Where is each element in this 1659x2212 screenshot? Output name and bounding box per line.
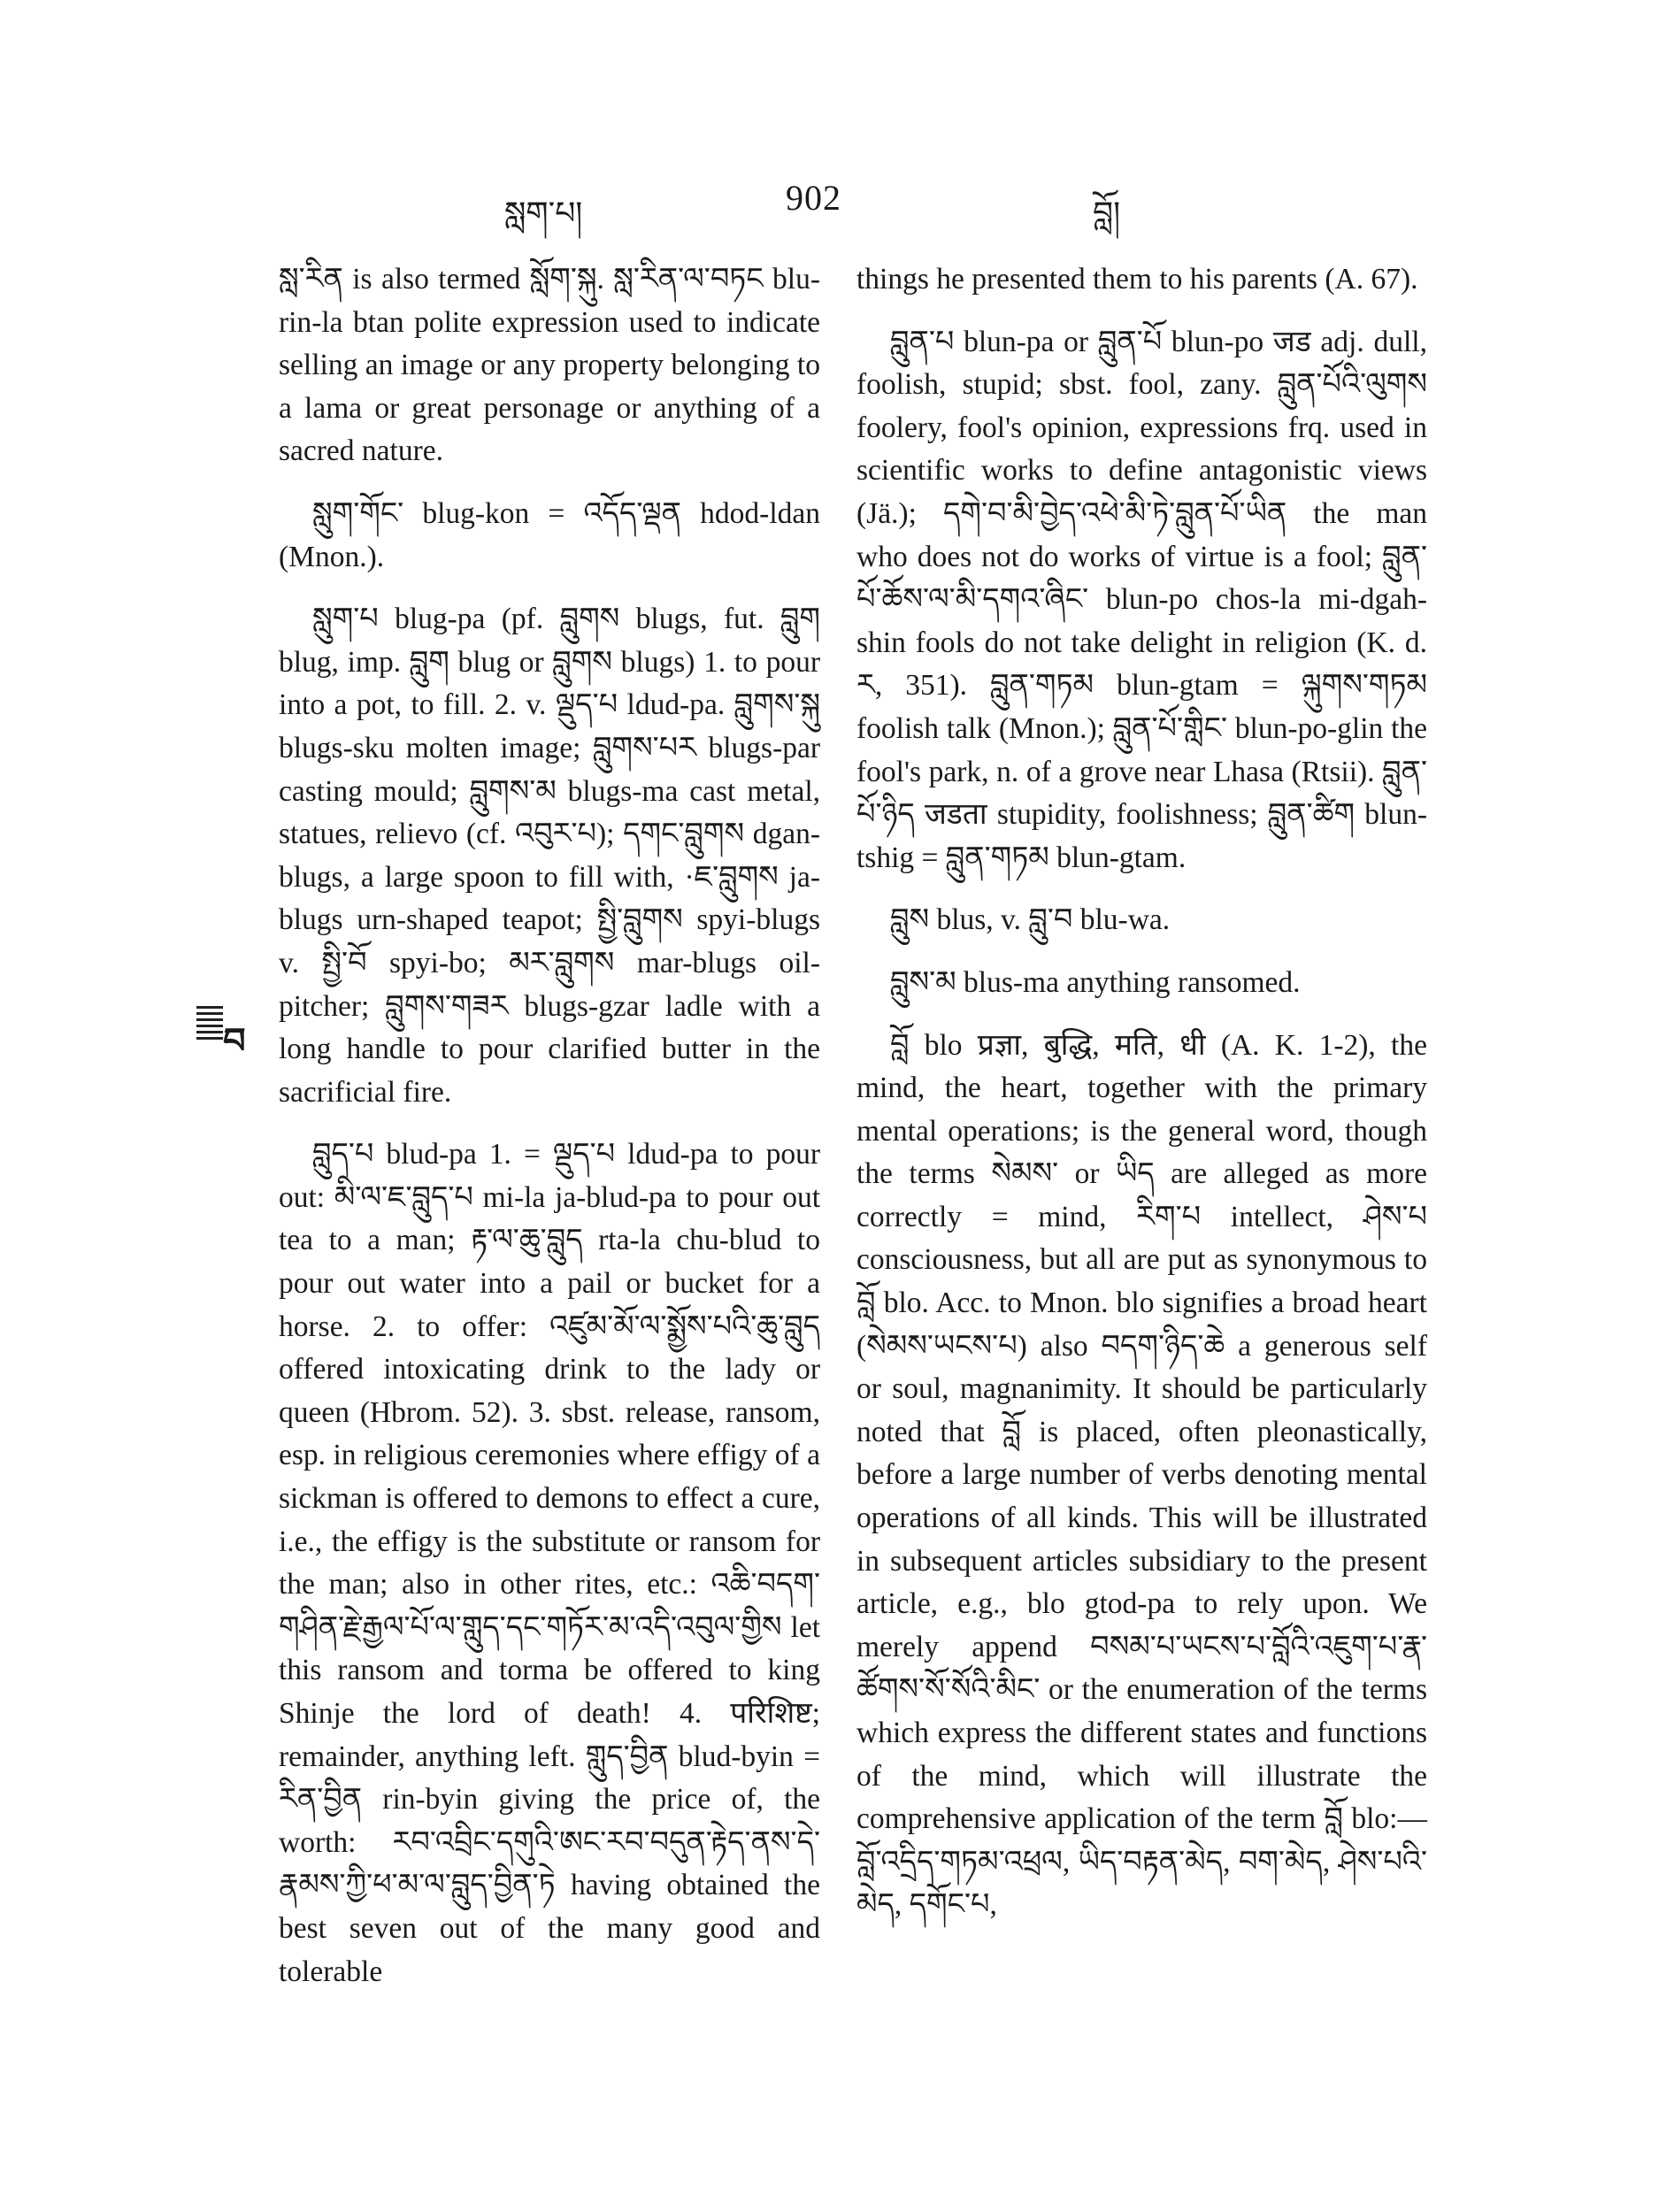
entry-blus-ma: བླུས་མ blus-ma anything ransomed.: [890, 965, 1301, 999]
entry-continuation: things he presented them to his parents (A. 67).: [856, 263, 1418, 296]
right-column: [856, 258, 1427, 1947]
entry-blo: བློ blo प्रज्ञा, बुद्धि, मति, धी (A. K. 1-2), the mind, the heart, together with the primary mental operations; is the general word, though the terms སེམས་ or ཡིད are alleged as more correctly = mind, རིག་པ intellect, ཤེས་པ consciousness, but all are put as synonymous to བློ blo. Acc. to Mnon. blo signifies a broad heart (སེམས་ཡངས་པ) also བདག་ཉིད་ཆེ a generous self or soul, magnanimity. It should be particularly noted that བློ is placed, often pleonastically, before a large number of verbs denoting mental operations of all kinds. This will be illustrated in subsequent articles subsidiary to the present article, e.g., blo gtod-pa to rely upon. We merely append བསམ་པ་ཡངས་པ་བློའི་འཇུག་པ་རྣ་ཚོགས་སོ་སོའི་མིང་ or the enumeration of the terms which express the different states and functions of the mind, which will illustrate the comprehensive application of the term བློ blo:—བློ་འདྲིད་གཏམ་འཕྲལ, ཡིད་བརྟན་མེད, བག་མེད, ཤེས་པའི་མེད, དགོང་པ,: [856, 1028, 1427, 1922]
page-number: 902: [786, 178, 841, 218]
entry-blus: བླུས blus, v. བླུ་བ blu-wa.: [890, 903, 1171, 937]
header-right-headword: བློ།: [1093, 196, 1121, 231]
entry-blu-rin: སླ་རིན is also termed སློག་སྐུ. སླ་རིན་ལ་བཏང blu-rin-la btan polite expression used to indicate selling an image or any property belonging to a lama or great personage or anything of a sacred nature.: [279, 263, 820, 468]
margin-lines-icon: [196, 1006, 223, 1040]
header-left-headword: སླག་པ།: [504, 196, 583, 231]
entry-blug-kon: སླུག་གོང་ blug-kon = འདོད་ལྡན hdod-ldan (Mnon.).: [279, 496, 820, 573]
margin-marker-glyph: བ: [223, 1021, 246, 1061]
margin-marker: [196, 1006, 251, 1061]
left-column: [279, 258, 820, 2013]
entry-blug-pa: སླུག་པ blug-pa (pf. བླུགས blugs, fut. བླུག blug, imp. བླུག blug or བླུགས blugs) 1. to pour into a pot, to fill. 2. v. ལྡུད་པ ldud-pa. བླུགས་སྐུ blugs-sku molten image; བླུགས་པར blugs-par casting mould; བླུགས་མ blugs-ma cast metal, statues, relievo (cf. འབུར་པ); དགང་བླུགས dgan-blugs, a large spoon to fill with, ·ཇ་བླུགས ja-blugs urn-shaped teapot; སྤྱི་བླུགས spyi-blugs v. སྤྱི་བོ spyi-bo; མར་བླུགས mar-blugs oil-pitcher; བླུགས་གཟར blugs-gzar ladle with a long handle to pour clarified butter in the sacrificial fire.: [279, 603, 820, 1109]
entry-blud-pa: བླུད་པ blud-pa 1. = ལྡུད་པ ldud-pa to pour out: མི་ལ་ཇ་བླུད་པ mi-la ja-blud-pa to pour out tea to a man; རྟ་ལ་ཆུ་བླུད rta-la chu-blud to pour out water into a pail or bucket for a horse. 2. to offer: འཛུམ་མོ་ལ་སྨྱོས་པའི་ཆུ་བླུད offered intoxicating drink to the lady or queen (Hbrom. 52). 3. sbst. release, ransom, esp. in religious ceremonies where effigy of a sickman is offered to demons to effect a cure, i.e., the effigy is the substitute or ransom for the man; also in other rites, etc.: འཆི་བདག་གཤིན་རྗེ་རྒྱལ་པོ་ལ་གླུད་དང་གཏོར་མ་འདི་འབུལ་གྱིས let this ransom and torma be offered to king Shinje the lord of death! 4. परिशिष्ट; remainder, anything left. གླུད་བྱིན blud-byin = རིན་བྱིན rin-byin giving the price of, the worth: རབ་འབྲིང་དགུའི་ཨང་རབ་བདུན་རྟེད་ནས་དེ་རྣམས་ཀྱི་ཕ་མ་ལ་བླུད་བྱིན་ཏེ having obtained the best seven out of the many good and tolerable: [279, 1138, 820, 1988]
entry-blun-pa: བླུན་པ blun-pa or བླུན་པོ blun-po जड adj. dull, foolish, stupid; sbst. fool, zany. བླུན་པོའི་ལུགས foolery, fool's opinion, expressions frq. used in scientific works to define antagonistic views (Jä.); དགེ་བ་མི་བྱེད་འཕེ་མི་ཏེ་བླུན་པོ་ཡིན the man who does not do works of virtue is a fool; བླུན་པོ་ཆོས་ལ་མི་དགའ་ཞིང་ blun-po chos-la mi-dgah-shin fools do not take delight in religion (K. d. ར, 351). བླུན་གཏམ blun-gtam = ལྐུགས་གཏམ foolish talk (Mnon.); བླུན་པོ་གླིང་ blun-po-glin the fool's park, n. of a grove near Lhasa (Rtsii). བླུན་པོ་ཉིད जडता stupidity, foolishness; བླུན་ཚིག blun-tshig = བླུན་གཏམ blun-gtam.: [856, 325, 1427, 874]
